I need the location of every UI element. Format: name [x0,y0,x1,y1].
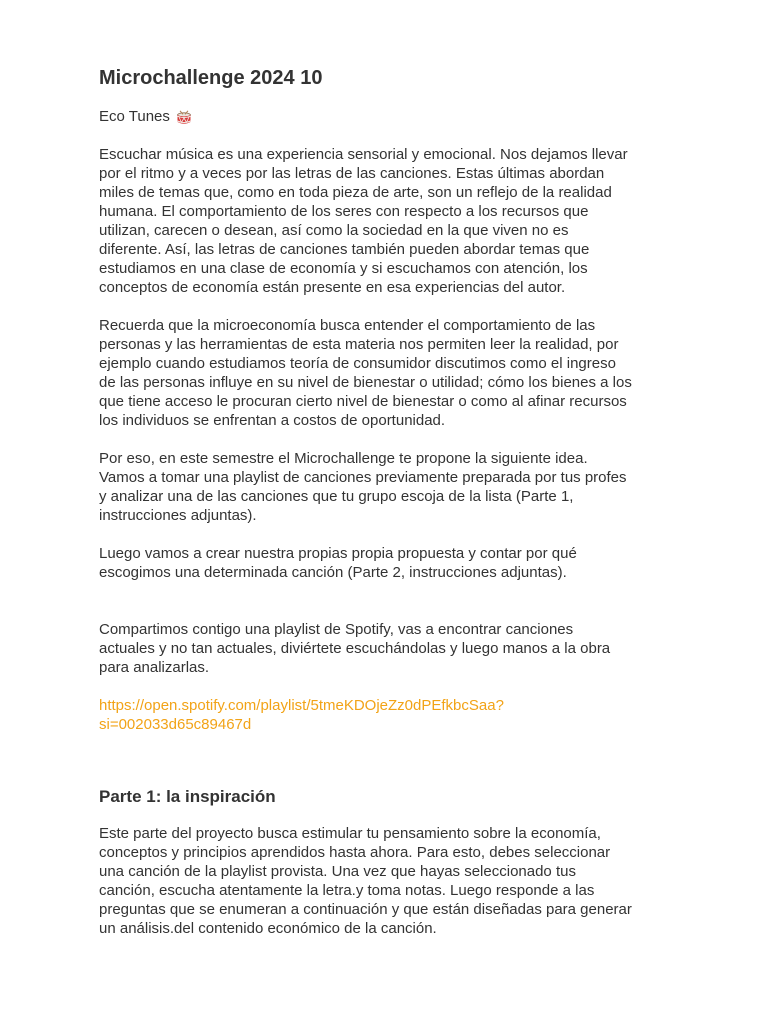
paragraph-microeconomia: Recuerda que la microeconomía busca entender el comportamiento de las personas y las herramientas de esta materia nos permiten leer la realidad, por ejemplo cuando estudiamos teoría de consumidor discutimos como el ingreso de las personas influye en su nivel de bienestar o utilidad; cómo los bienes a los que tiene acceso le procuran cierto nivel de bienestar o como al afinar recursos los individuos se enfrentan a costos de oportunidad. [99,317,632,429]
section-title-parte-1: Parte 1: la inspiración [99,787,276,806]
document-title: Microchallenge 2024 10 [99,67,323,89]
drum-icon [176,110,192,126]
paragraph-playlist: Compartimos contigo una playlist de Spotify, vas a encontrar canciones actuales y no tan actuales, diviértete escuchándolas y luego manos a la obra para analizarlas. [99,621,611,676]
subtitle-text: Eco Tunes [99,108,170,125]
paragraph-propuesta: Luego vamos a crear nuestra propias propia propuesta y contar por qué escogimos una determinada canción (Parte 2, instrucciones adjuntas). [99,545,577,581]
paragraph-idea: Por eso, en este semestre el Microchallenge te propone la siguiente idea. Vamos a tomar una playlist de canciones previamente preparada por tus profes y analizar una de las canciones que tu grupo escoja de la lista (Parte 1, instrucciones adjuntas). [99,450,627,524]
paragraph-intro: Escuchar música es una experiencia sensorial y emocional. Nos dejamos llevar por el ritmo y a veces por las letras de las canciones. Estas últimas abordan miles de temas que, como en toda pieza de arte, son un reflejo de la realidad humana. El comportamiento de los seres con respecto a los recursos que utilizan, carecen o desean, así como la sociedad en la que viven no es diferente. Así, las letras de canciones también pueden abordar temas que estudiamos en una clase de economía y si escuchamos con atención, los conceptos de economía están presente en esa experiencias del autor. [99,146,628,296]
paragraph-parte-1: Este parte del proyecto busca estimular tu pensamiento sobre la economía, conceptos y principios aprendidos hasta ahora. Para esto, debes seleccionar una canción de la playlist provista. Una vez que hayas seleccionado tus canción, escucha atentamente la letra.y toma notas. Luego responde a las preguntas que se enumeran a continuación y que están diseñadas para generar un análisis.del contenido económico de la canción. [99,825,632,937]
document-page [99,64,679,938]
spotify-playlist-link[interactable]: https://open.spotify.com/playlist/5tmeKDOjeZz0dPEfkbcSaa? si=002033d65c89467d [99,697,504,733]
subtitle-row [99,107,679,126]
